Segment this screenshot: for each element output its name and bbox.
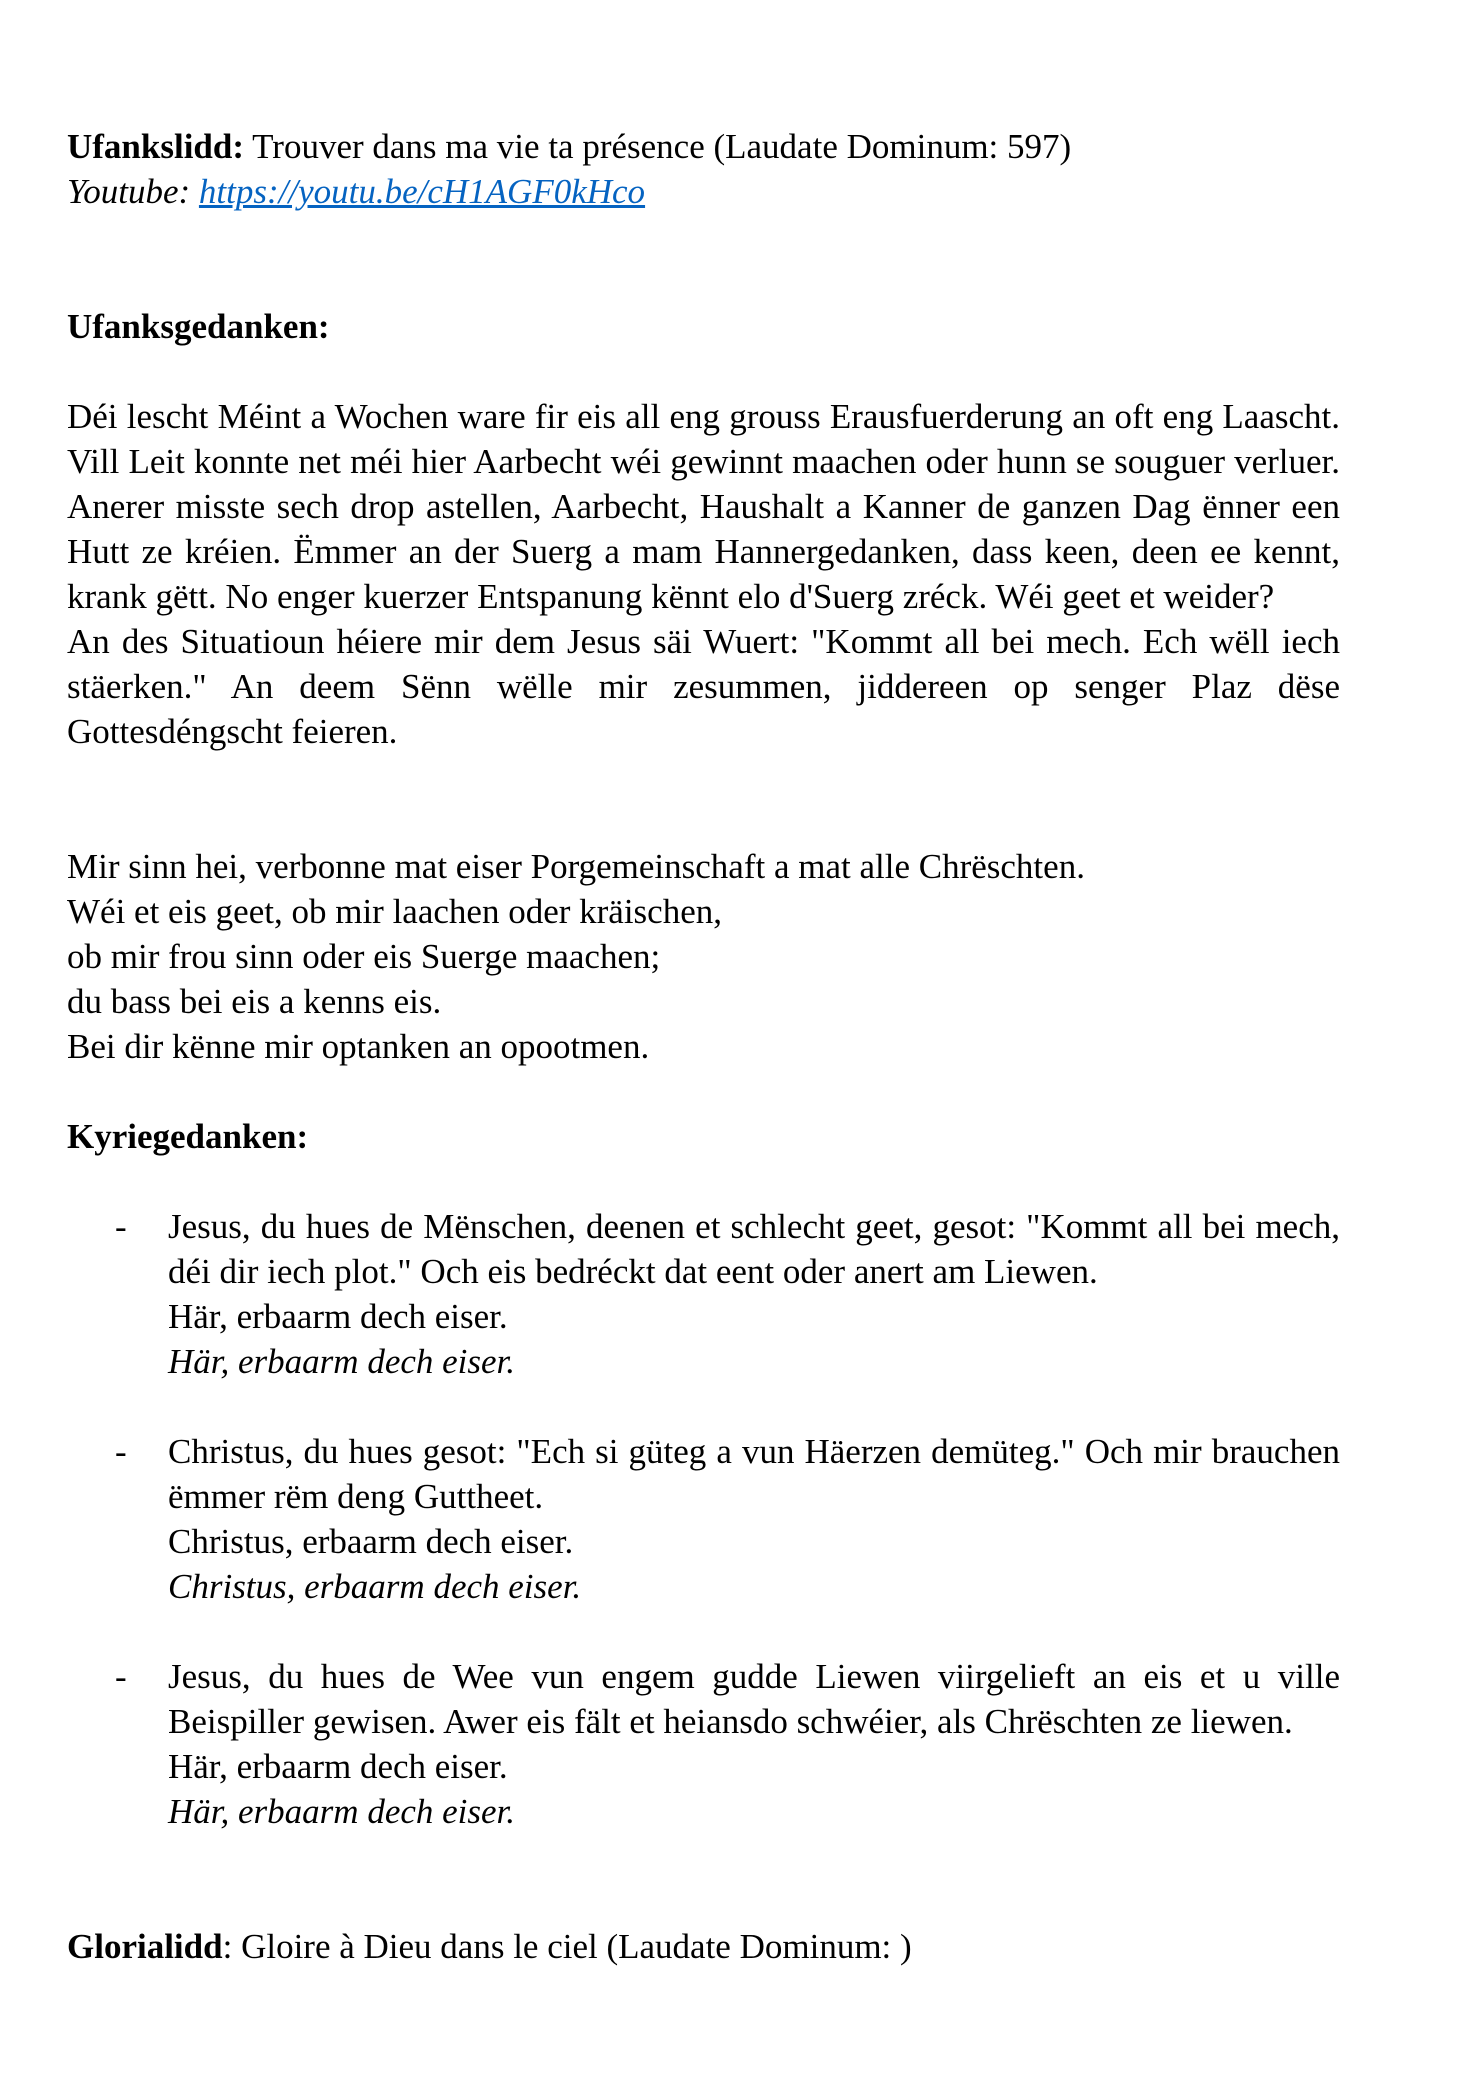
kyrie-item-call: Här, erbaarm dech eiser. bbox=[168, 1297, 508, 1336]
opening-thoughts-heading: Ufanksgedanken: bbox=[67, 307, 330, 346]
kyrie-item-response: Här, erbaarm dech eiser. bbox=[168, 1792, 516, 1831]
opening-song-line bbox=[67, 124, 1340, 169]
opening-song-text: Trouver dans ma vie ta présence (Laudate Dominum: 597) bbox=[244, 127, 1072, 166]
opening-song-label: Ufankslidd: bbox=[67, 127, 245, 166]
kyrie-item-text: Jesus, du hues de Wee vun engem gudde Liewen viirgelieft an eis et u ville Beispiller gewisen. Awer eis fält et heiansdo schwéier, als Chrëschten ze liewen. bbox=[168, 1657, 1340, 1741]
opening-thoughts-body bbox=[67, 394, 1340, 754]
list-dash: - bbox=[115, 1657, 127, 1696]
kyrie-item bbox=[67, 1654, 1340, 1834]
kyrie-item-call: Här, erbaarm dech eiser. bbox=[168, 1747, 508, 1786]
gloria-song-label: Glorialidd bbox=[67, 1927, 223, 1966]
kyrie-item-response: Christus, erbaarm dech eiser. bbox=[168, 1567, 582, 1606]
prayer-block bbox=[67, 844, 1340, 1069]
kyrie-item bbox=[67, 1204, 1340, 1384]
list-dash: - bbox=[115, 1432, 127, 1471]
gloria-song-line bbox=[67, 1924, 1340, 1969]
youtube-link[interactable]: https://youtu.be/cH1AGF0kHco bbox=[198, 172, 646, 211]
list-dash: - bbox=[115, 1207, 127, 1246]
gloria-song-text: : Gloire à Dieu dans le ciel (Laudate Dominum: ) bbox=[222, 1927, 912, 1966]
kyrie-item-response: Här, erbaarm dech eiser. bbox=[168, 1342, 516, 1381]
youtube-line bbox=[67, 169, 1340, 214]
document-page bbox=[67, 124, 1340, 1969]
prayer-line: ob mir frou sinn oder eis Suerge maachen; bbox=[67, 937, 661, 976]
prayer-line: du bass bei eis a kenns eis. bbox=[67, 982, 442, 1021]
youtube-label: Youtube: bbox=[67, 172, 199, 211]
prayer-line: Wéi et eis geet, ob mir laachen oder kräischen, bbox=[67, 892, 722, 931]
prayer-line: Bei dir kënne mir optanken an opootmen. bbox=[67, 1027, 650, 1066]
prayer-line: Mir sinn hei, verbonne mat eiser Porgemeinschaft a mat alle Chrëschten. bbox=[67, 847, 1085, 886]
kyrie-item bbox=[67, 1429, 1340, 1609]
opening-thoughts-paragraph-1: Déi lescht Méint a Wochen ware fir eis all eng grouss Erausfuerderung an oft eng Laascht. Vill Leit konnte net méi hier Aarbecht wéi gewinnt maachen oder hunn se souguer verluer. Anerer misste sech drop astellen, Aarbecht, Haushalt a Kanner de ganzen Dag ënner een Hutt ze kréien. Ëmmer an der Suerg a mam Hannergedanken, dass keen, deen ee kennt, krank gëtt. No enger kuerzer Entspanung kënnt elo d'Suerg zréck. Wéi geet et weider? bbox=[67, 397, 1340, 616]
kyrie-item-text: Christus, du hues gesot: "Ech si güteg a vun Häerzen demüteg." Och mir brauchen ëmmer rëm deng Guttheet. bbox=[168, 1432, 1340, 1516]
kyrie-item-text: Jesus, du hues de Mënschen, deenen et schlecht geet, gesot: "Kommt all bei mech, déi dir iech plot." Och eis bedréckt dat eent oder anert am Liewen. bbox=[168, 1207, 1340, 1291]
kyrie-heading: Kyriegedanken: bbox=[67, 1117, 309, 1156]
opening-thoughts-paragraph-2: An des Situatioun héiere mir dem Jesus säi Wuert: "Kommt all bei mech. Ech wëll iech stäerken." An deem Sënn wëlle mir zesummen, jiddereen op senger Plaz dëse Gottesdéngscht feieren. bbox=[67, 622, 1340, 751]
kyrie-list bbox=[67, 1204, 1340, 1834]
kyrie-item-call: Christus, erbaarm dech eiser. bbox=[168, 1522, 574, 1561]
